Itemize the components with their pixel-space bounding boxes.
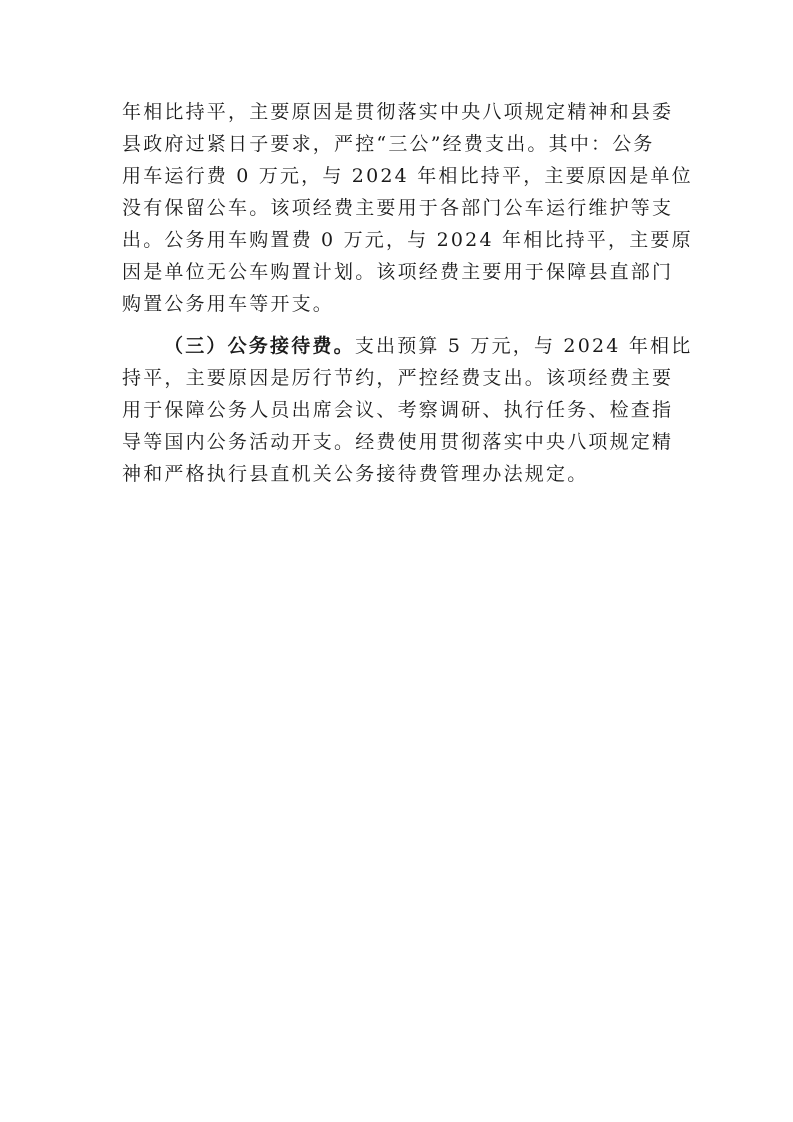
text-span: 支出预算 5 万元，与 2024 年相比 <box>354 335 693 357</box>
text-line: 购置公务用车等开支。 <box>122 293 335 315</box>
text-line: 县政府过紧日子要求，严控“三公”经费支出。其中：公务 <box>122 133 655 155</box>
text-line: 持平，主要原因是厉行节约，严控经费支出。该项经费主要 <box>122 367 674 389</box>
text-line: 没有保留公车。该项经费主要用于各部门公车运行维护等支 <box>122 197 674 219</box>
body-text <box>122 96 693 490</box>
paragraph-gap <box>122 320 682 330</box>
text-line: 用于保障公务人员出席会议、考察调研、执行任务、检查指 <box>122 399 674 421</box>
paragraph-vehicle-costs <box>122 96 693 320</box>
text-line: 用车运行费 0 万元，与 2024 年相比持平，主要原因是单位 <box>122 165 693 187</box>
text-line: 因是单位无公车购置计划。该项经费主要用于保障县直部门 <box>122 261 674 283</box>
text-line-first <box>122 330 693 362</box>
text-line: 导等国内公务活动开支。经费使用贯彻落实中央八项规定精 <box>122 431 674 453</box>
text-line: 出。公务用车购置费 0 万元，与 2024 年相比持平，主要原 <box>122 229 693 251</box>
section-heading: （三）公务接待费。 <box>164 335 355 357</box>
text-line: 神和严格执行县直机关公务接待费管理办法规定。 <box>122 463 589 485</box>
text-line: 年相比持平，主要原因是贯彻落实中央八项规定精神和县委 <box>122 101 674 123</box>
paragraph-reception-costs <box>122 330 693 490</box>
